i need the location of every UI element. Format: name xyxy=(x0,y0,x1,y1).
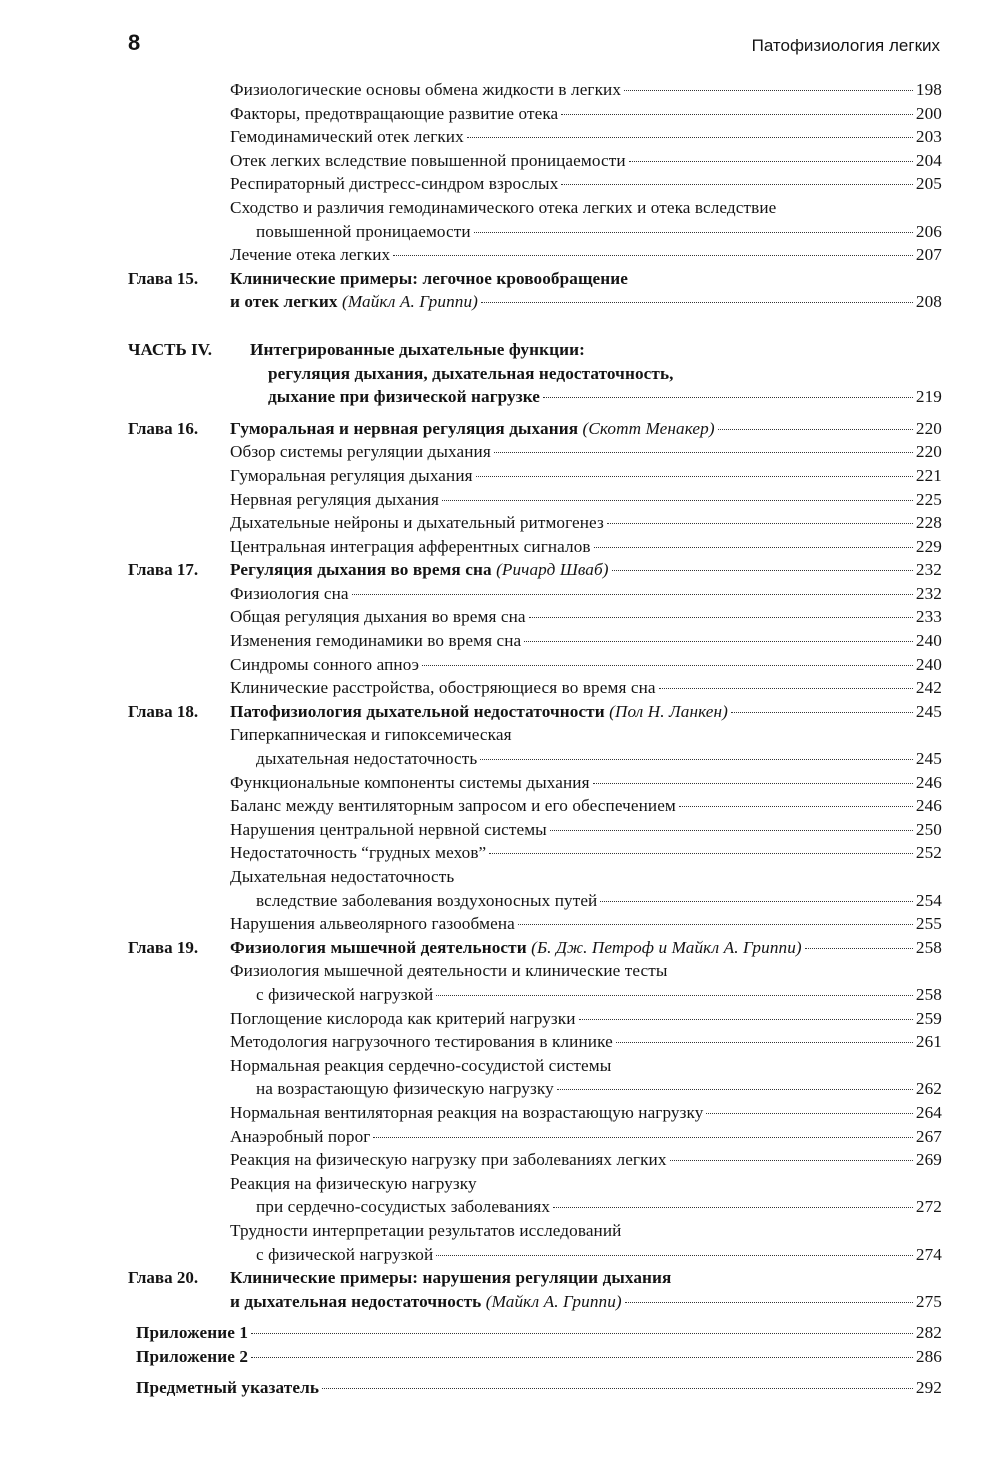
dot-leader xyxy=(607,523,913,524)
toc-chapter-18[interactable] xyxy=(128,700,942,724)
toc-chapter-20-cont[interactable] xyxy=(128,1290,942,1314)
chapter-label: Глава 18. xyxy=(128,701,199,721)
entry-title: Поглощение кислорода как критерий нагрузки xyxy=(230,1008,576,1028)
toc-entry[interactable] xyxy=(128,889,942,913)
page-ref: 228 xyxy=(915,513,942,533)
entry-title: при сердечно-сосудистых заболеваниях xyxy=(256,1197,551,1217)
page-ref: 254 xyxy=(915,890,942,910)
chapter-label: Глава 19. xyxy=(128,937,199,957)
chapter-author: (Ричард Шваб) xyxy=(496,560,609,580)
page-ref: 269 xyxy=(915,1150,942,1170)
page-ref: 242 xyxy=(915,678,942,698)
entry-title: Отек легких вследствие повышенной проницаемости xyxy=(230,150,626,170)
entry-title: Изменения гемодинамики во время сна xyxy=(230,631,522,651)
toc-entry[interactable] xyxy=(128,912,942,936)
toc-entry[interactable] xyxy=(128,172,942,196)
toc-entry[interactable] xyxy=(128,747,942,771)
entry-title: с физической нагрузкой xyxy=(256,1244,434,1264)
toc-entry[interactable] xyxy=(128,1101,942,1125)
entry-title: Нервная регуляция дыхания xyxy=(230,489,440,509)
page-ref: 200 xyxy=(915,103,942,123)
entry-title: Нарушения центральной нервной системы xyxy=(230,819,547,839)
dot-leader xyxy=(529,617,913,618)
dot-leader xyxy=(251,1333,913,1334)
page-ref: 220 xyxy=(915,442,942,462)
toc-chapter-15-cont[interactable] xyxy=(128,290,942,314)
chapter-title: Физиология мышечной деятельности xyxy=(230,937,527,957)
page-ref: 292 xyxy=(915,1378,942,1398)
toc-entry[interactable] xyxy=(128,582,942,606)
page-ref: 258 xyxy=(915,984,942,1004)
entry-title: Реакция на физическую нагрузку при заболеваниях легких xyxy=(230,1150,667,1170)
page-ref: 229 xyxy=(915,536,942,556)
page-number: 8 xyxy=(128,30,141,55)
entry-title: Анаэробный порог xyxy=(230,1126,371,1146)
entry-title: Сходство и различия гемодинамического отека легких и отека вследствие xyxy=(230,197,777,217)
dot-leader xyxy=(467,137,913,138)
page-ref: 252 xyxy=(915,843,942,863)
part-title-line3: дыхание при физической нагрузке xyxy=(268,387,541,407)
toc-chapter-19[interactable] xyxy=(128,936,942,960)
part-title: Интегрированные дыхательные функции: xyxy=(250,339,585,359)
dot-leader xyxy=(322,1388,913,1389)
toc-entry[interactable] xyxy=(128,125,942,149)
toc-entry[interactable] xyxy=(128,78,942,102)
page-ref: 264 xyxy=(915,1102,942,1122)
dot-leader xyxy=(659,688,913,689)
toc-entry[interactable] xyxy=(128,629,942,653)
chapter-author: (Майкл А. Гриппи) xyxy=(485,1291,622,1311)
entry-title: на возрастающую физическую нагрузку xyxy=(256,1079,554,1099)
toc-entry[interactable] xyxy=(128,102,942,126)
page-ref: 219 xyxy=(915,387,942,407)
toc-entry[interactable] xyxy=(128,488,942,512)
dot-leader xyxy=(629,161,913,162)
chapter-title: Патофизиология дыхательной недостаточности xyxy=(230,701,605,721)
dot-leader xyxy=(436,995,913,996)
appendix-title: Приложение 1 xyxy=(136,1323,249,1343)
toc-entry[interactable] xyxy=(128,959,942,983)
dot-leader xyxy=(553,1207,913,1208)
toc-chapter-19-items xyxy=(128,959,942,1266)
page-ref: 261 xyxy=(915,1032,942,1052)
entry-title: Функциональные компоненты системы дыхания xyxy=(230,772,590,792)
chapter-author: (Пол Н. Ланкен) xyxy=(609,701,728,721)
dot-leader xyxy=(718,429,913,430)
entry-title: Реакция на физическую нагрузку xyxy=(230,1173,477,1193)
dot-leader xyxy=(624,90,913,91)
toc-entry[interactable] xyxy=(128,841,942,865)
dot-leader xyxy=(476,476,913,477)
toc-entry[interactable] xyxy=(128,1243,942,1267)
dot-leader xyxy=(494,452,913,453)
dot-leader xyxy=(579,1019,913,1020)
entry-title: Синдромы сонного апноэ xyxy=(230,654,420,674)
index-title: Предметный указатель xyxy=(136,1378,320,1398)
page-ref: 250 xyxy=(915,819,942,839)
entry-title: повышенной проницаемости xyxy=(256,221,471,241)
part-title-line2: регуляция дыхания, дыхательная недостаточность, xyxy=(268,363,674,383)
page-ref: 245 xyxy=(915,701,942,721)
dot-leader xyxy=(731,712,913,713)
appendix-title: Приложение 2 xyxy=(136,1346,249,1366)
toc-appendix-2[interactable] xyxy=(128,1345,942,1369)
entry-title: Дыхательные нейроны и дыхательный ритмогенез xyxy=(230,513,604,533)
toc-entry[interactable] xyxy=(128,535,942,559)
page-ref: 221 xyxy=(915,465,942,485)
toc-entry[interactable] xyxy=(128,818,942,842)
chapter-author: (Б. Дж. Петроф и Майкл А. Гриппи) xyxy=(531,937,802,957)
toc-entry[interactable] xyxy=(128,511,942,535)
chapter-label: Глава 16. xyxy=(128,418,199,438)
chapter-author: (Майкл А. Гриппи) xyxy=(342,292,478,312)
page-ref: 205 xyxy=(915,174,942,194)
dot-leader xyxy=(593,783,913,784)
part-label: ЧАСТЬ IV. xyxy=(128,339,212,359)
dot-leader xyxy=(612,570,913,571)
entry-title: Нормальная реакция сердечно-сосудистой системы xyxy=(230,1055,612,1075)
toc-chapter-17[interactable] xyxy=(128,558,942,582)
toc-appendix-1[interactable] xyxy=(128,1321,942,1345)
page-ref: 207 xyxy=(915,245,942,265)
dot-leader xyxy=(561,184,913,185)
toc-entry[interactable] xyxy=(128,1172,942,1196)
dot-leader xyxy=(625,1302,913,1303)
toc-entry[interactable] xyxy=(128,1148,942,1172)
toc-part-4-line3[interactable] xyxy=(128,385,942,409)
page-ref: 198 xyxy=(915,80,942,99)
page-ref: 225 xyxy=(915,489,942,509)
page-ref: 220 xyxy=(915,418,942,438)
page-ref: 232 xyxy=(915,560,942,580)
page-ref: 274 xyxy=(915,1244,942,1264)
entry-title: вследствие заболевания воздухоносных путей xyxy=(256,890,598,910)
entry-title: Гемодинамический отек легких xyxy=(230,127,464,147)
toc-entry[interactable] xyxy=(128,1125,942,1149)
toc-entry[interactable] xyxy=(128,794,942,818)
dot-leader xyxy=(352,594,913,595)
page-ref: 255 xyxy=(915,914,942,934)
dot-leader xyxy=(373,1137,912,1138)
page-ref: 267 xyxy=(915,1126,942,1146)
dot-leader xyxy=(557,1089,913,1090)
dot-leader xyxy=(422,665,913,666)
dot-leader xyxy=(442,500,913,501)
entry-title: дыхательная недостаточность xyxy=(256,749,478,769)
page-ref: 275 xyxy=(915,1291,942,1311)
toc-entry[interactable] xyxy=(128,865,942,889)
dot-leader xyxy=(679,806,913,807)
dot-leader xyxy=(543,397,913,398)
toc-entry[interactable] xyxy=(128,771,942,795)
table-of-contents xyxy=(128,78,942,1400)
entry-title: Гуморальная регуляция дыхания xyxy=(230,465,473,485)
entry-title: Недостаточность “грудных мехов” xyxy=(230,843,487,863)
chapter-title: Регуляция дыхания во время сна xyxy=(230,560,492,580)
chapter-title: Клинические примеры: легочное кровообращение xyxy=(230,268,629,288)
entry-title: Физиология мышечной деятельности и клинические тесты xyxy=(230,961,668,981)
dot-leader xyxy=(600,901,913,902)
entry-title: Центральная интеграция афферентных сигналов xyxy=(230,536,591,556)
toc-part-4[interactable] xyxy=(128,338,942,362)
dot-leader xyxy=(524,641,913,642)
chapter-title-cont: и отек легких xyxy=(230,292,338,312)
dot-leader xyxy=(474,232,913,233)
page-ref: 208 xyxy=(915,292,942,312)
dot-leader xyxy=(436,1255,913,1256)
entry-title: Факторы, предотвращающие развитие отека xyxy=(230,103,559,123)
entry-title: Общая регуляция дыхания во время сна xyxy=(230,607,526,627)
page-ref: 259 xyxy=(915,1008,942,1028)
entry-title: Дыхательная недостаточность xyxy=(230,867,455,886)
running-title: Патофизиология легких xyxy=(751,36,940,55)
chapter-title: Гуморальная и нервная регуляция дыхания xyxy=(230,418,579,438)
entry-title: Нормальная вентиляторная реакция на возрастающую нагрузку xyxy=(230,1102,704,1122)
toc-entry[interactable] xyxy=(128,1195,942,1219)
entry-title: Лечение отека легких xyxy=(230,245,391,265)
toc-entry[interactable] xyxy=(128,983,942,1007)
toc-part-4-line2[interactable] xyxy=(128,362,942,386)
toc-entry[interactable] xyxy=(128,605,942,629)
toc-entry[interactable] xyxy=(128,653,942,677)
dot-leader xyxy=(393,255,913,256)
page-ref: 246 xyxy=(915,772,942,792)
toc-chapter-18-items xyxy=(128,723,942,935)
dot-leader xyxy=(561,114,913,115)
entry-title: Клинические расстройства, обостряющиеся во время сна xyxy=(230,678,656,698)
toc-entry[interactable] xyxy=(128,1077,942,1101)
toc-entry[interactable] xyxy=(128,220,942,244)
page-ref: 233 xyxy=(915,607,942,627)
page-ref: 206 xyxy=(915,221,942,241)
dot-leader xyxy=(251,1357,913,1358)
dot-leader xyxy=(480,759,913,760)
running-header xyxy=(128,30,940,60)
page-ref: 204 xyxy=(915,150,942,170)
dot-leader xyxy=(706,1113,913,1114)
toc-entry[interactable] xyxy=(128,243,942,267)
toc-chapter-15[interactable] xyxy=(128,267,942,291)
dot-leader xyxy=(518,924,913,925)
page-ref: 258 xyxy=(915,937,942,957)
dot-leader xyxy=(481,302,913,303)
page-ref: 240 xyxy=(915,654,942,674)
toc-entry[interactable] xyxy=(128,1219,942,1243)
chapter-label: Глава 17. xyxy=(128,560,199,580)
entry-title: Методология нагрузочного тестирования в клинике xyxy=(230,1032,613,1052)
toc-chapter-16-items xyxy=(128,440,942,558)
dot-leader xyxy=(805,948,913,949)
chapter-author: (Скотт Менакер) xyxy=(582,418,715,438)
chapter-label: Глава 15. xyxy=(128,268,199,288)
toc-entry[interactable] xyxy=(128,1007,942,1031)
chapter-title: Клинические примеры: нарушения регуляции дыхания xyxy=(230,1268,672,1288)
toc-subject-index[interactable] xyxy=(128,1376,942,1400)
page-ref: 282 xyxy=(915,1323,942,1343)
toc-entry[interactable] xyxy=(128,676,942,700)
entry-title: Баланс между вентиляторным запросом и его обеспечением xyxy=(230,796,676,816)
page-ref: 240 xyxy=(915,631,942,651)
entry-title: Респираторный дистресс-синдром взрослых xyxy=(230,174,559,194)
toc-entry[interactable] xyxy=(128,464,942,488)
toc-entry[interactable] xyxy=(128,1030,942,1054)
page-ref: 286 xyxy=(915,1346,942,1366)
chapter-title-cont: и дыхательная недостаточность xyxy=(230,1291,482,1311)
dot-leader xyxy=(489,853,913,854)
entry-title: Гиперкапническая и гипоксемическая xyxy=(230,725,512,745)
dot-leader xyxy=(616,1042,913,1043)
dot-leader xyxy=(594,547,913,548)
entry-title: Физиологические основы обмена жидкости в легких xyxy=(230,80,622,99)
entry-title: с физической нагрузкой xyxy=(256,984,434,1004)
toc-entry[interactable] xyxy=(128,723,942,747)
page-ref: 272 xyxy=(915,1197,942,1217)
toc-entry[interactable] xyxy=(128,1054,942,1078)
chapter-label: Глава 20. xyxy=(128,1268,199,1288)
page-ref: 246 xyxy=(915,796,942,816)
entry-title: Нарушения альвеолярного газообмена xyxy=(230,914,515,934)
toc-chapter-20[interactable] xyxy=(128,1266,942,1290)
entry-title: Обзор системы регуляции дыхания xyxy=(230,442,491,462)
page-ref: 232 xyxy=(915,583,942,603)
page-ref: 245 xyxy=(915,749,942,769)
toc-chapter-17-items xyxy=(128,582,942,700)
toc-chapter-16[interactable] xyxy=(128,417,942,441)
page-ref: 203 xyxy=(915,127,942,147)
toc-entry[interactable] xyxy=(128,149,942,173)
page-ref: 262 xyxy=(915,1079,942,1099)
dot-leader xyxy=(550,830,913,831)
toc-entry[interactable] xyxy=(128,196,942,220)
dot-leader xyxy=(670,1160,913,1161)
toc-section-chapter14-cont xyxy=(128,78,942,267)
entry-title: Трудности интерпретации результатов исследований xyxy=(230,1220,622,1240)
toc-entry[interactable] xyxy=(128,440,942,464)
entry-title: Физиология сна xyxy=(230,583,349,603)
